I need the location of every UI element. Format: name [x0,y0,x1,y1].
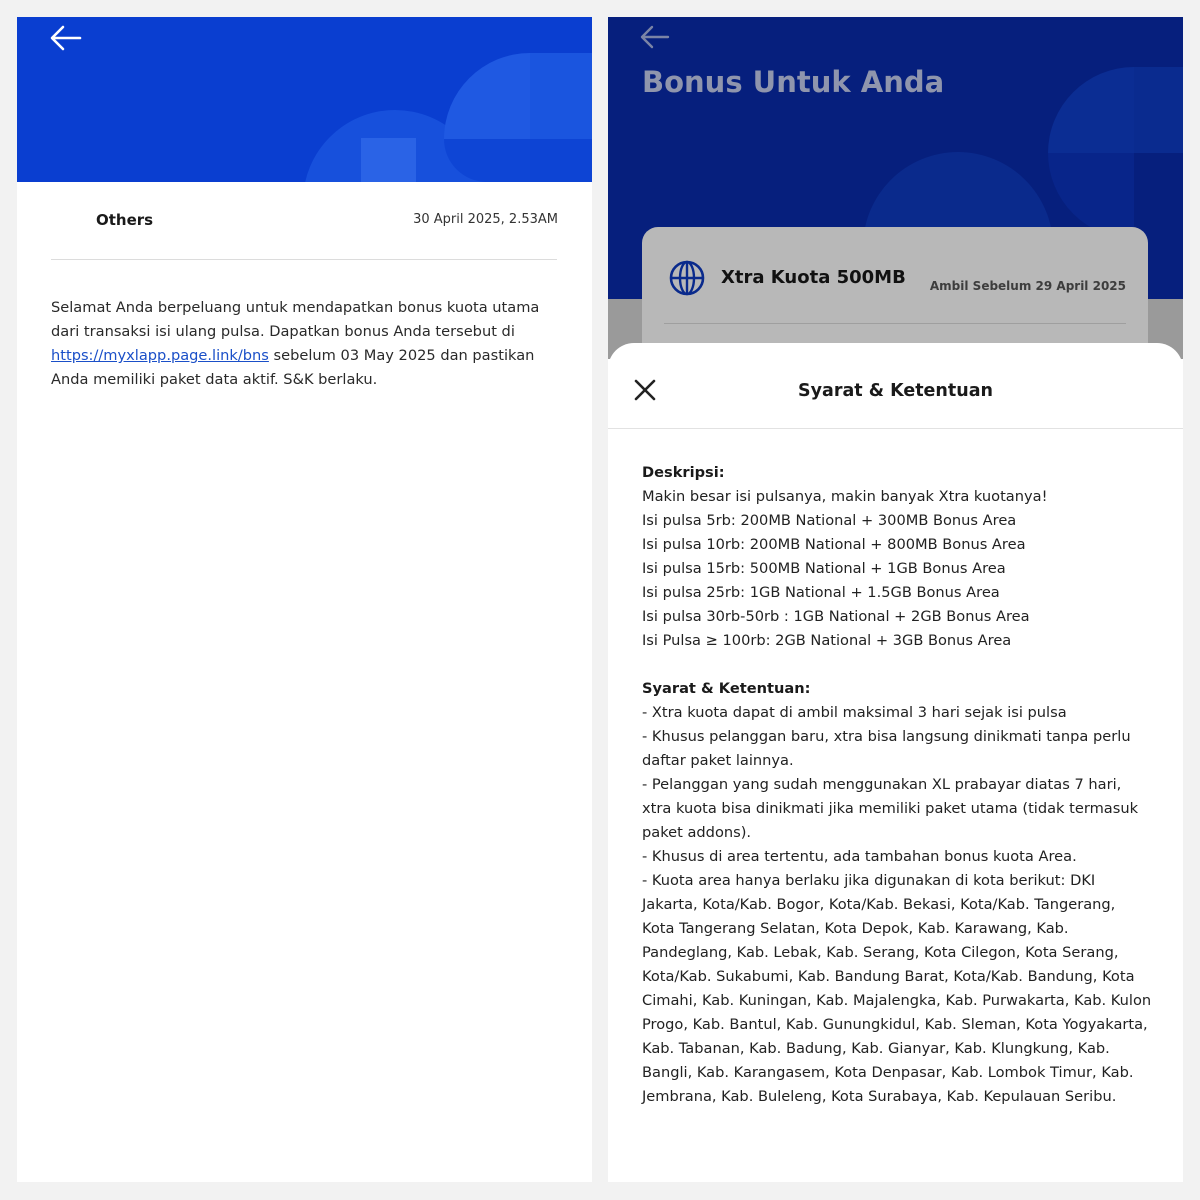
sheet-title: Syarat & Ketentuan [798,381,993,401]
terms-line: xtra kuota bisa dinikmati jika memiliki paket utama (tidak termasuk [642,800,1139,817]
terms-line: - Khusus di area tertentu, ada tambahan bonus kuota Area. [642,848,1077,865]
divider [51,259,557,260]
message-text-after: sebelum 03 May 2025 dan pastikan Anda memiliki paket data aktif. S&K berlaku. [51,347,535,388]
spacer [642,653,1157,677]
description-heading: Deskripsi: [642,464,725,481]
terms-line: Kota/Kab. Sukabumi, Kab. Bandung Barat, Kota/Kab. Bandung, Kota [642,968,1135,985]
notification-message [51,296,561,392]
decorative-shapes [17,17,592,182]
terms-line: Pandeglang, Kab. Lebak, Kab. Serang, Kota Cilegon, Kota Serang, [642,944,1119,961]
back-arrow-icon[interactable] [638,23,670,51]
globe-icon [668,259,706,297]
terms-line: paket addons). [642,824,752,841]
terms-line: Jakarta, Kota/Kab. Bogor, Kota/Kab. Bekasi, Kota/Kab. Tangerang, [642,896,1116,913]
back-arrow-icon[interactable] [47,23,83,53]
terms-line: - Kuota area hanya berlaku jika digunakan di kota berikut: DKI [642,872,1096,889]
terms-line: Progo, Kab. Bantul, Kab. Gunungkidul, Kab. Sleman, Kota Yogyakarta, [642,1016,1148,1033]
description-line: Isi pulsa 10rb: 200MB National + 800MB Bonus Area [642,536,1026,553]
message-text-before: Selamat Anda berpeluang untuk mendapatkan bonus kuota utama dari transaksi isi ulang pulsa. Dapatkan bonus Anda tersebut di [51,299,540,340]
terms-line: - Xtra kuota dapat di ambil maksimal 3 hari sejak isi pulsa [642,704,1067,721]
terms-bottom-sheet [608,343,1183,1182]
bonus-screen [608,17,1183,1182]
terms-heading: Syarat & Ketentuan: [642,680,811,697]
sheet-divider [608,428,1183,429]
bonus-link[interactable]: https://myxlapp.page.link/bns [51,347,269,364]
terms-line: Kota Tangerang Selatan, Kota Depok, Kab. Karawang, Kab. [642,920,1069,937]
description-line: Isi pulsa 30rb-50rb : 1GB National + 2GB Bonus Area [642,608,1030,625]
terms-line: Jembrana, Kab. Buleleng, Kota Surabaya, Kab. Kepulauan Seribu. [642,1088,1117,1105]
description-line: Isi pulsa 25rb: 1GB National + 1.5GB Bonus Area [642,584,1000,601]
bonus-expiry: Ambil Sebelum 29 April 2025 [929,279,1126,293]
terms-line: - Khusus pelanggan baru, xtra bisa langsung dinikmati tanpa perlu [642,728,1131,745]
header-banner [17,17,592,182]
terms-content [642,461,1157,1109]
description-line: Makin besar isi pulsanya, makin banyak Xtra kuotanya! [642,488,1048,505]
terms-line: Cimahi, Kab. Kuningan, Kab. Majalengka, Kab. Purwakarta, Kab. Kulon [642,992,1152,1009]
description-line: Isi pulsa 5rb: 200MB National + 300MB Bonus Area [642,512,1017,529]
terms-line: - Pelanggan yang sudah menggunakan XL prabayar diatas 7 hari, [642,776,1122,793]
description-line: Isi Pulsa ≥ 100rb: 2GB National + 3GB Bonus Area [642,632,1012,649]
notification-category: Others [96,211,154,229]
terms-line: Kab. Tabanan, Kab. Badung, Kab. Gianyar, Kab. Klungkung, Kab. [642,1040,1110,1057]
notification-detail-screen [17,17,592,1182]
card-divider [664,323,1126,324]
page-title: Bonus Untuk Anda [642,65,945,99]
description-line: Isi pulsa 15rb: 500MB National + 1GB Bonus Area [642,560,1006,577]
bonus-name: Xtra Kuota 500MB [721,267,906,288]
notification-timestamp: 30 April 2025, 2.53AM [413,212,558,227]
terms-line: daftar paket lainnya. [642,752,794,769]
terms-line: Bangli, Kab. Karangasem, Kota Denpasar, Kab. Lombok Timur, Kab. [642,1064,1134,1081]
